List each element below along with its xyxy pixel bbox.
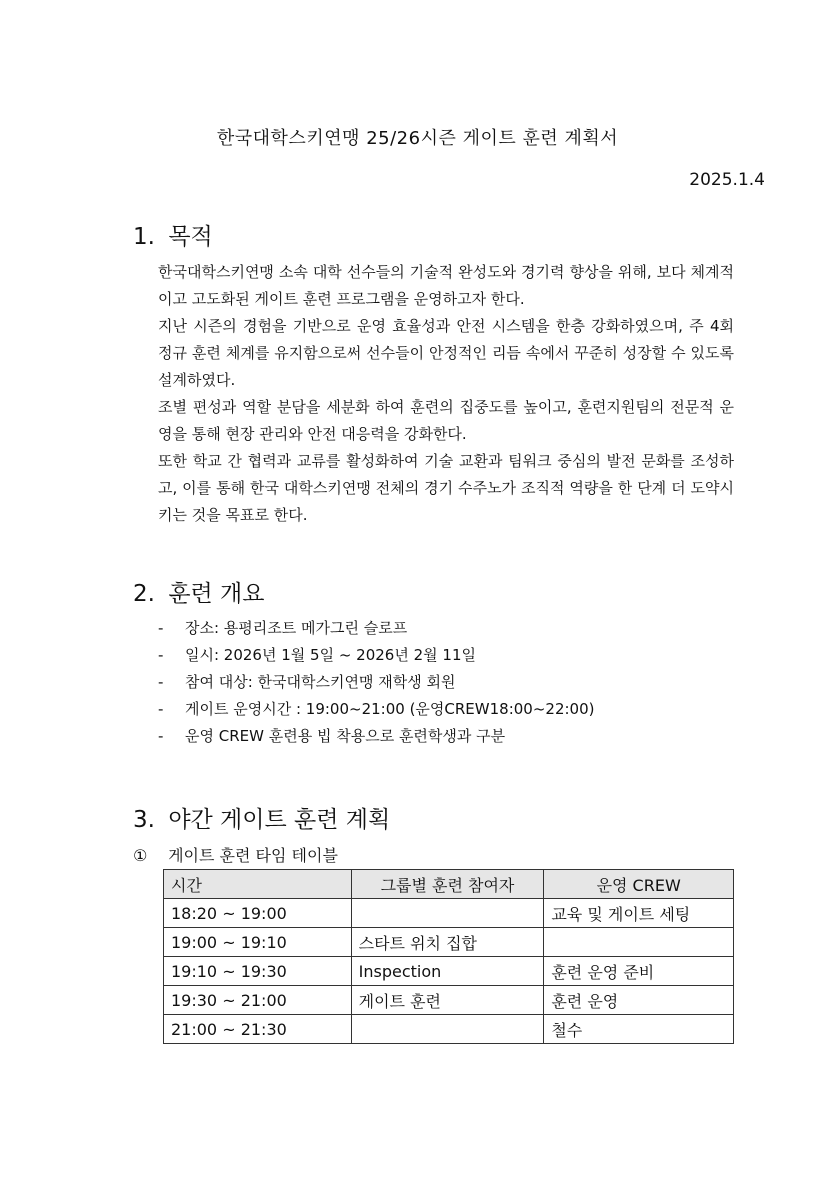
- document-date: 2025.1.4: [689, 170, 765, 190]
- list-item-text: 게이트 운영시간 : 19:00~21:00 (운영CREW18:00~22:00): [185, 700, 595, 718]
- section-title: 목적: [168, 224, 213, 250]
- table-cell-crew: [544, 928, 734, 957]
- bullet-dash: -: [158, 727, 164, 745]
- timetable: [163, 869, 734, 1044]
- table-row: [164, 899, 734, 928]
- table-cell-group: Inspection: [351, 957, 544, 986]
- paragraph: 조별 편성과 역할 분담을 세분화 하여 훈련의 집중도를 높이고, 훈련지원팀의 전문적 운영을 통해 현장 관리와 안전 대응력을 강화한다.: [158, 398, 734, 443]
- list-item: [158, 696, 758, 723]
- section-number: 3.: [133, 807, 155, 833]
- table-cell-group: 스타트 위치 집합: [351, 928, 544, 957]
- paragraph: 한국대학스키연맹 소속 대학 선수들의 기술적 완성도와 경기력 향상을 위해, 보다 체계적이고 고도화된 게이트 훈련 프로그램을 운영하고자 한다.: [158, 263, 734, 308]
- bullet-dash: -: [158, 646, 164, 664]
- list-item: [158, 723, 758, 750]
- column-header-time: 시간: [164, 870, 352, 899]
- bullet-dash: -: [158, 619, 164, 637]
- section-title: 야간 게이트 훈련 계획: [168, 807, 391, 833]
- table-cell-time: 21:00 ~ 21:30: [164, 1015, 352, 1044]
- section-heading-purpose: [133, 218, 213, 251]
- circled-number-marker: ①: [133, 846, 148, 865]
- bullet-dash: -: [158, 700, 164, 718]
- list-item: [158, 615, 758, 642]
- list-item: [158, 642, 758, 669]
- document-title: 한국대학스키연맹 25/26시즌 게이트 훈련 계획서: [216, 128, 619, 149]
- list-item-text: 장소: 용평리조트 메가그린 슬로프: [185, 619, 408, 637]
- table-row: [164, 928, 734, 957]
- table-row: [164, 1015, 734, 1044]
- table-cell-crew: 철수: [544, 1015, 734, 1044]
- list-item-text: 일시: 2026년 1월 5일 ~ 2026년 2월 11일: [185, 646, 476, 664]
- table-cell-crew: 훈련 운영 준비: [544, 957, 734, 986]
- purpose-body: [158, 259, 734, 529]
- section-heading-overview: [133, 575, 265, 608]
- paragraph: 지난 시즌의 경험을 기반으로 운영 효율성과 안전 시스템을 한층 강화하였으며, 주 4회 정규 훈련 체계를 유지함으로써 선수들이 안정적인 리듬 속에서 꾸준히 성장할 수 있도록 설계하였다.: [158, 317, 734, 389]
- table-cell-time: 19:10 ~ 19:30: [164, 957, 352, 986]
- section-number: 1.: [133, 224, 155, 250]
- table-cell-crew: 교육 및 게이트 세팅: [544, 899, 734, 928]
- overview-list: [158, 615, 758, 750]
- table-cell-time: 19:00 ~ 19:10: [164, 928, 352, 957]
- table-row: [164, 957, 734, 986]
- section-title: 훈련 개요: [168, 581, 265, 607]
- table-cell-crew: 훈련 운영: [544, 986, 734, 1015]
- list-item: [158, 669, 758, 696]
- timetable-title: 게이트 훈련 타임 테이블: [168, 846, 338, 865]
- bullet-dash: -: [158, 673, 164, 691]
- table-row: [164, 986, 734, 1015]
- timetable-heading: [133, 843, 338, 866]
- table-cell-time: 19:30 ~ 21:00: [164, 986, 352, 1015]
- table-cell-group: 게이트 훈련: [351, 986, 544, 1015]
- section-heading-night-plan: [133, 801, 390, 834]
- table-cell-time: 18:20 ~ 19:00: [164, 899, 352, 928]
- table-cell-group: [351, 1015, 544, 1044]
- list-item-text: 운영 CREW 훈련용 빕 착용으로 훈련학생과 구분: [185, 727, 506, 745]
- section-number: 2.: [133, 581, 155, 607]
- column-header-crew: 운영 CREW: [544, 870, 734, 899]
- column-header-group: 그룹별 훈련 참여자: [351, 870, 544, 899]
- table-cell-group: [351, 899, 544, 928]
- list-item-text: 참여 대상: 한국대학스키연맹 재학생 회원: [185, 673, 456, 691]
- paragraph: 또한 학교 간 협력과 교류를 활성화하여 기술 교환과 팀워크 중심의 발전 문화를 조성하고, 이를 통해 한국 대학스키연맹 전체의 경기 수주노가 조직적 역량을 한 단계 더 도약시키는 것을 목표로 한다.: [158, 452, 734, 524]
- table-header-row: [164, 870, 734, 899]
